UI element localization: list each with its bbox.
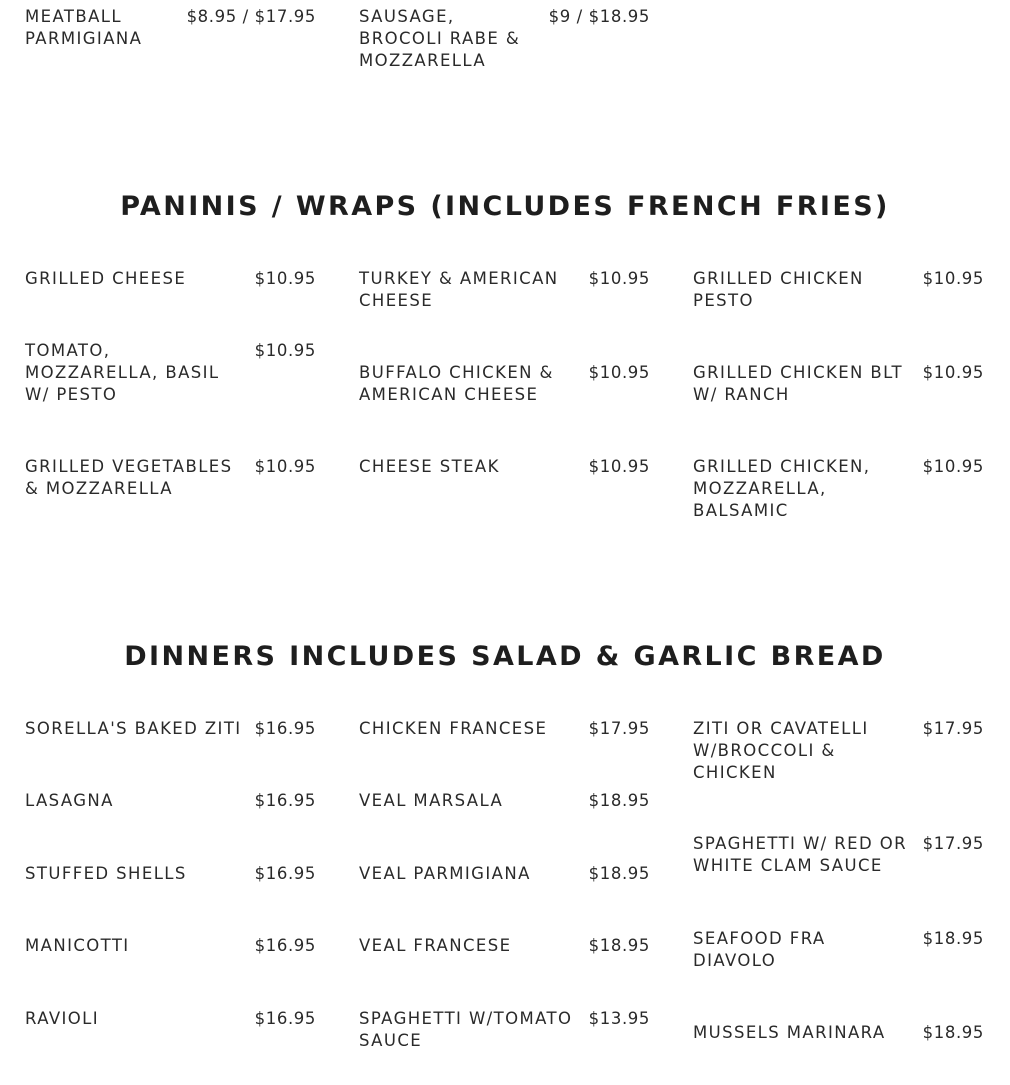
item-name: BUFFALO CHICKEN & AMERICAN CHEESE (359, 363, 554, 404)
item-name: VEAL PARMIGIANA (359, 864, 531, 883)
menu-item (359, 935, 650, 957)
item-name: TURKEY & AMERICAN CHEESE (359, 269, 559, 310)
item-name: MUSSELS MARINARA (693, 1023, 886, 1042)
item-name: SEAFOOD FRA DIAVOLO (693, 929, 826, 970)
menu-item (359, 362, 650, 406)
item-price: $9 / $18.95 (548, 7, 650, 26)
item-price: $10.95 (922, 457, 984, 476)
item-name: GRILLED CHICKEN, MOZZARELLA, BALSAMIC (693, 457, 871, 520)
menu-item (25, 790, 316, 812)
item-name: ZITI OR CAVATELLI W/BROCCOLI & CHICKEN (693, 719, 869, 782)
menu-item (25, 6, 316, 50)
item-name: GRILLED CHEESE (25, 269, 187, 288)
menu-item (359, 268, 650, 312)
item-price: $10.95 (254, 457, 316, 476)
menu-item (25, 863, 316, 885)
item-price: $10.95 (588, 457, 650, 476)
item-name: MANICOTTI (25, 936, 130, 955)
menu-item (25, 718, 316, 740)
item-price: $10.95 (254, 269, 316, 288)
item-name: TOMATO, MOZZARELLA, BASIL W/ PESTO (25, 341, 220, 404)
menu-item (693, 1022, 984, 1044)
menu-item (25, 340, 316, 406)
item-price: $18.95 (922, 929, 984, 948)
item-name: GRILLED VEGETABLES & MOZZARELLA (25, 457, 233, 498)
item-price: $17.95 (922, 834, 984, 853)
menu-item (359, 1008, 650, 1052)
menu-item (359, 790, 650, 812)
item-price: $18.95 (588, 864, 650, 883)
item-price: $10.95 (922, 363, 984, 382)
menu-item (359, 6, 650, 72)
item-name: GRILLED CHICKEN PESTO (693, 269, 864, 310)
item-price: $17.95 (588, 719, 650, 738)
item-price: $18.95 (588, 936, 650, 955)
item-price: $16.95 (254, 719, 316, 738)
menu-item (693, 362, 984, 406)
item-price: $10.95 (922, 269, 984, 288)
item-price: $16.95 (254, 936, 316, 955)
item-name: CHEESE STEAK (359, 457, 500, 476)
item-price: $10.95 (588, 269, 650, 288)
menu-item (359, 718, 650, 740)
item-name: SPAGHETTI W/ RED OR WHITE CLAM SAUCE (693, 834, 907, 875)
item-price: $16.95 (254, 1009, 316, 1028)
menu-item (693, 268, 984, 312)
menu-item (25, 268, 316, 290)
item-name: VEAL FRANCESE (359, 936, 512, 955)
item-price: $16.95 (254, 864, 316, 883)
section-title-dinners: DINNERS INCLUDES SALAD & GARLIC BREAD (124, 641, 886, 672)
item-price: $18.95 (588, 791, 650, 810)
item-name: SORELLA'S BAKED ZITI (25, 719, 242, 738)
item-price: $10.95 (588, 363, 650, 382)
menu-item (693, 928, 984, 972)
item-name: MEATBALL PARMIGIANA (25, 7, 143, 48)
item-name: LASAGNA (25, 791, 114, 810)
menu-item (693, 718, 984, 784)
item-price: $8.95 / $17.95 (186, 7, 316, 26)
item-name: SAUSAGE, BROCOLI RABE & MOZZARELLA (359, 7, 521, 70)
menu-item (693, 456, 984, 522)
item-price: $16.95 (254, 791, 316, 810)
menu-item (25, 935, 316, 957)
item-price: $13.95 (588, 1009, 650, 1028)
item-name: STUFFED SHELLS (25, 864, 187, 883)
menu-item (693, 833, 984, 877)
item-name: RAVIOLI (25, 1009, 100, 1028)
item-name: GRILLED CHICKEN BLT W/ RANCH (693, 363, 903, 404)
item-name: CHICKEN FRANCESE (359, 719, 548, 738)
item-price: $10.95 (254, 341, 316, 360)
menu-item (25, 1008, 316, 1030)
menu-item (359, 456, 650, 478)
item-name: VEAL MARSALA (359, 791, 504, 810)
menu-item (25, 456, 316, 500)
section-title-paninis: PANINIS / WRAPS (INCLUDES FRENCH FRIES) (120, 191, 890, 222)
menu-item (359, 863, 650, 885)
item-name: SPAGHETTI W/TOMATO SAUCE (359, 1009, 573, 1050)
item-price: $18.95 (922, 1023, 984, 1042)
item-price: $17.95 (922, 719, 984, 738)
